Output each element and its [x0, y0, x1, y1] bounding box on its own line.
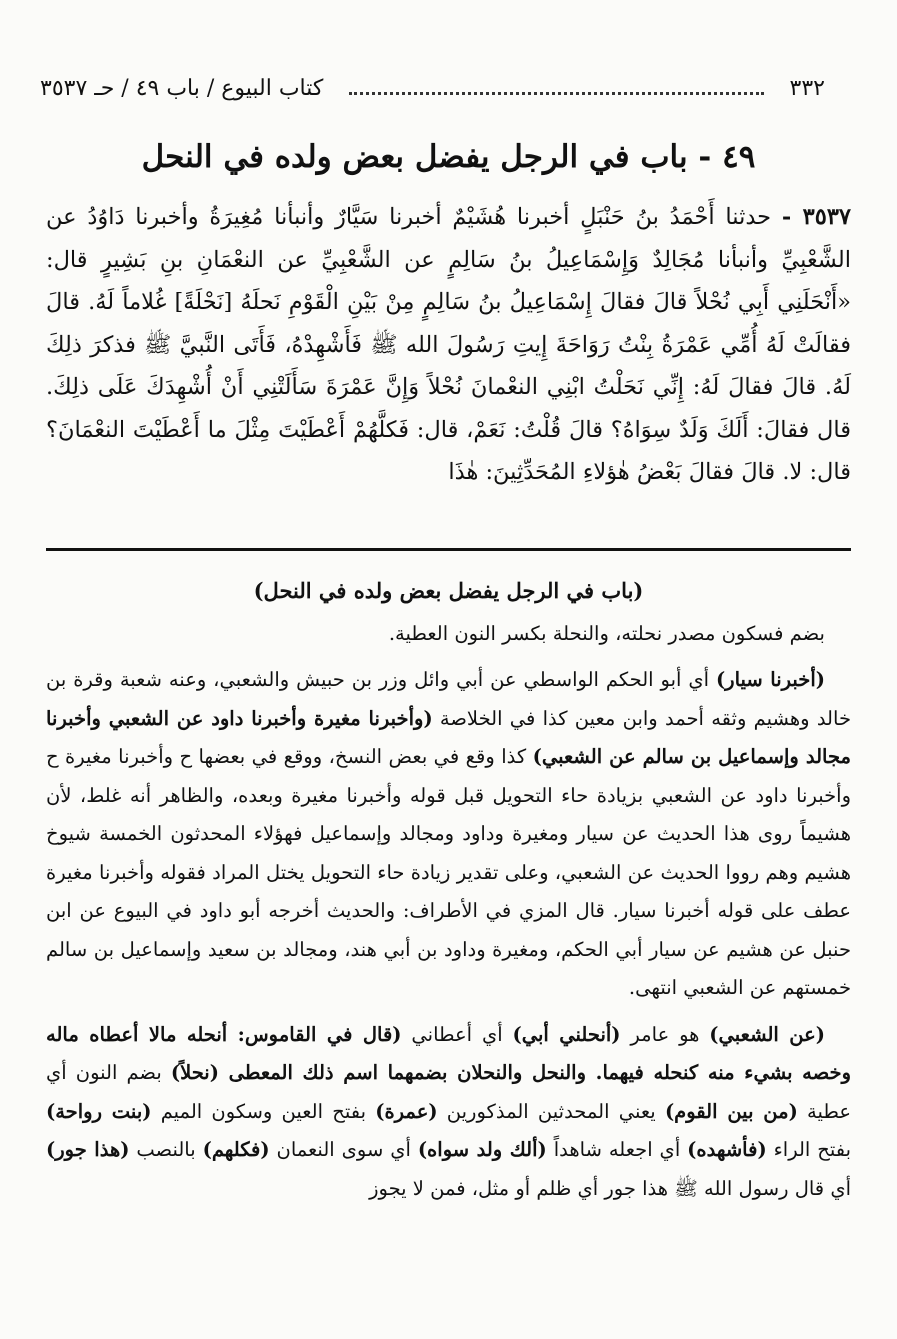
lemma: (أنحلني أبي) — [512, 1022, 621, 1046]
commentary-heading: (باب في الرجل يفضل بعض ولده في النحل) — [253, 578, 644, 603]
hadith-text-block — [46, 196, 851, 494]
lemma: (قال في القاموس: أنحله مالا أعطاه ماله وخصه بشيء منه كنحله فيهما. والنحل والنحلان بضمهما اسم ذلك المعطى (نحلاً) — [46, 1022, 852, 1084]
book-reference: كتاب البيوع / باب ٤٩ / حـ ٣٥٣٧ — [40, 75, 324, 101]
commentary-text: بفتح الراء — [766, 1138, 851, 1161]
lemma: (عمرة) — [375, 1099, 438, 1123]
chapter-title: ٤٩ - باب في الرجل يفضل بعض ولده في النحل — [141, 139, 756, 175]
commentary-text: بالنصب — [129, 1138, 203, 1161]
commentary-text: أي سوى النعمان — [269, 1138, 418, 1161]
lemma: (بنت رواحة) — [46, 1099, 152, 1123]
commentary-block — [46, 572, 851, 1208]
running-header — [40, 68, 825, 108]
commentary-text: بضم النون أي عطية — [46, 1061, 851, 1123]
lemma: (أخبرنا سيار) — [715, 668, 825, 691]
hadith-body: حدثنا أَحْمَدُ بنُ حَنْبَلٍ أخبرنا هُشَيْمٌ أخبرنا سَيَّارٌ وأنبأنا مُغِيرَةُ وأخبرنا دَاوُدُ عن الشَّعْبِيِّ وأنبأنا مُجَالِدٌ وَإِسْمَاعِيلُ بنُ سَالِمٍ عن الشَّعْبِيِّ عن النعْمَانِ بنِ بَشِيرٍ قال: «أَنْحَلَنِي أَبِي نُحْلاً قالَ فقالَ إِسْمَاعِيلُ بنُ سَالِمٍ مِنْ بَيْنِ الْقَوْمِ نَحلَهُ [نَحْلَةً] غُلاماً لَهُ. قالَ فقالَتْ لَهُ أُمِّي عَمْرَةُ بِنْتُ رَوَاحَةَ إِيتِ رَسُولَ الله ﷺ فَأَشْهِدْهُ، فَأَتَى النَّبيَّ ﷺ فذكرَ ذلِكَ لَهُ. قالَ فقالَ لَهُ: إِنِّي نَحَلْتُ ابْنِي النعْمانَ نُحْلاً وَإِنَّ عَمْرَةَ سَأَلَتْنِي أَنْ أُشْهِدَكَ عَلَى ذلِكَ. قال فقالَ: أَلَكَ وَلَدٌ سِوَاهُ؟ قالَ قُلْتُ: نَعَمْ، قال: فَكلَّهُمْ أَعْطَيْتَ مِثْلَ ما أَعْطَيْتَ النعْمَانَ؟ قال: لا. قالَ فقالَ بَعْضُ هٰؤلاءِ المُحَدِّثِينَ: هٰذَا — [46, 204, 851, 485]
lemma: (وأخبرنا مغيرة وأخبرنا داود عن الشعبي وأخبرنا مجالد وإسماعيل بن سالم عن الشعبي) — [46, 706, 851, 768]
commentary-paragraph — [46, 1016, 851, 1209]
lemma: (عن الشعبي) — [709, 1022, 825, 1046]
commentary-text: يعني المحدثين المذكورين — [437, 1099, 665, 1123]
page-number: ٣٣٢ — [789, 75, 825, 101]
lemma: (ألك ولد سواه) — [417, 1138, 547, 1161]
commentary-note: بضم فسكون مصدر نحلته، والنحلة بكسر النون العطية. — [388, 621, 825, 645]
commentary-text: بفتح العين وسكون الميم — [151, 1099, 376, 1123]
footnote-divider — [46, 548, 851, 551]
lemma: (فكلهم) — [202, 1138, 270, 1161]
commentary-text: أي اجعله شاهداً — [546, 1138, 688, 1161]
hadith-number: ٣٥٣٧ - — [781, 204, 852, 230]
lemma: (فأشهده) — [687, 1138, 767, 1161]
commentary-paragraph — [46, 661, 851, 1008]
commentary-text: أي قال رسول الله ﷺ هذا جور أي ظلم أو مثل، فمن لا يجوز — [369, 1176, 851, 1200]
lemma: (من بين القوم) — [664, 1099, 798, 1123]
header-dotted-leader — [349, 82, 763, 95]
commentary-text: كذا وقع في بعض النسخ، ووقع في بعضها ح وأخبرنا مغيرة ح وأخبرنا داود عن الشعبي بزيادة حاء التحويل قبل قوله وأخبرنا مغيرة وبعده، والظاهر أنه غلط، لأن هشيماً روى هذا الحديث عن سيار ومغيرة وداود ومجالد وإسماعيل فهؤلاء المحدثون الخمسة شيوخ هشيم وهم رووا الحديث عن الشعبي، وعلى تقدير زيادة حاء التحويل يختل المراد فقوله وأخبرنا مغيرة عطف على قوله أخبرنا سيار. قال المزي في الأطراف: والحديث أخرجه أبو داود في البيوع عن ابن حنبل عن هشيم عن سيار أبي الحكم، ومغيرة وداود بن أبي هند، ومجالد بن سعيد وإسماعيل بن سالم خمستهم عن الشعبي انتهى. — [46, 745, 851, 999]
commentary-text: هو عامر — [620, 1022, 710, 1046]
lemma: (هذا جور) — [46, 1138, 130, 1161]
commentary-text: أي أبو الحكم الواسطي عن أبي وائل وزر بن حبيش والشعبي، وعنه شعبة وقرة بن خالد وهشيم وثقه أحمد وابن معين كذا في الخلاصة — [46, 668, 851, 730]
commentary-text: أي أعطاني — [401, 1022, 513, 1046]
